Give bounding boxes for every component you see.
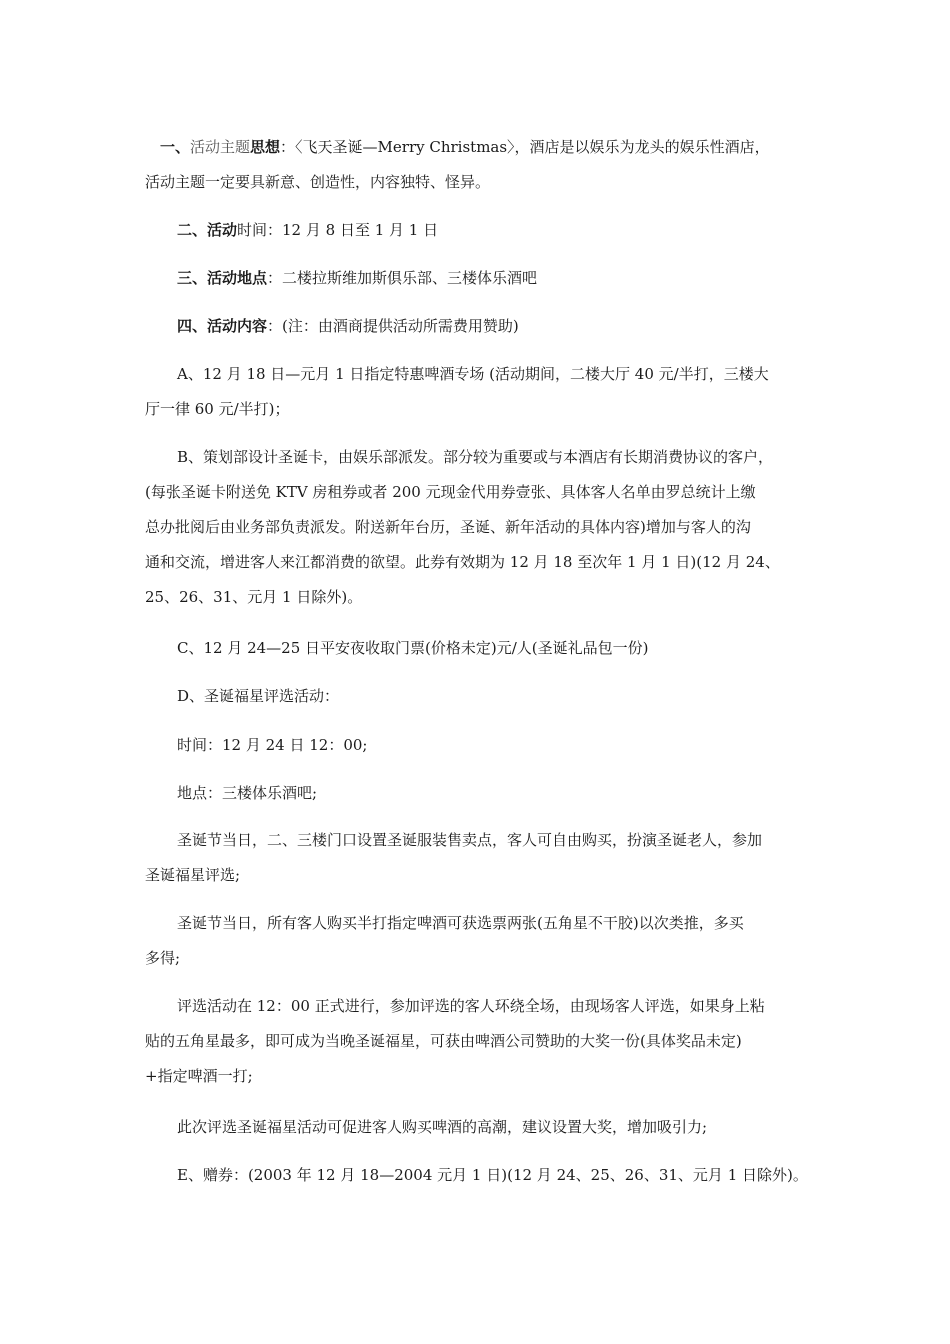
item-c: C、12 月 24—25 日平安夜收取门票(价格未定)元/人(圣诞礼品包一份) — [177, 639, 649, 657]
item-d-para-2-line-2: 多得; — [145, 949, 181, 967]
section-1-title: 活动主题 — [190, 138, 251, 156]
item-e: E、赠券：(2003 年 12 月 18—2004 元月 1 日)(12 月 24、25、26、31、元月 1 日除外)。 — [177, 1166, 808, 1184]
section-3 — [177, 268, 537, 288]
item-d-para-2-line-1: 圣诞节当日，所有客人购买半打指定啤酒可获选票两张(五角星不干胶)以次类推，多买 — [177, 914, 744, 932]
section-4 — [177, 316, 519, 336]
section-4-label: 四、活动内容 — [177, 317, 268, 335]
item-b-line-2: (每张圣诞卡附送免 KTV 房租券或者 200 元现金代用券壹张、具体客人名单由罗总统计上缴 — [145, 483, 756, 501]
section-2-label: 二、活动 — [177, 221, 238, 239]
section-4-text: ：(注：由酒商提供活动所需费用赞助) — [267, 317, 519, 335]
section-1-line-1 — [160, 137, 770, 157]
item-d-para-3-line-3: +指定啤酒一打; — [145, 1067, 253, 1085]
section-2 — [177, 220, 438, 240]
item-d-place: 地点：三楼体乐酒吧; — [177, 784, 318, 802]
item-a-line-1: A、12 月 18 日—元月 1 日指定特惠啤酒专场 (活动期间，二楼大厅 40 元/半打，三楼大 — [177, 365, 769, 383]
section-1-title-bold: 思想 — [250, 138, 281, 156]
item-b-line-3: 总办批阅后由业务部负责派发。附送新年台历，圣诞、新年活动的具体内容)增加与客人的沟 — [145, 518, 751, 536]
item-d-para-1-line-1: 圣诞节当日，二、三楼门口设置圣诞服装售卖点，客人可自由购买，扮演圣诞老人，参加 — [177, 831, 763, 849]
section-1-line-2: 活动主题一定要具新意、创造性，内容独特、怪异。 — [145, 173, 491, 191]
item-d-para-4: 此次评选圣诞福星活动可促进客人购买啤酒的高潮，建议设置大奖，增加吸引力; — [177, 1118, 708, 1136]
section-3-label: 三、活动地点 — [177, 269, 268, 287]
item-d-title: D、圣诞福星评选活动： — [177, 687, 340, 705]
item-d-para-3-line-1: 评选活动在 12：00 正式进行，参加评选的客人环绕全场，由现场客人评选，如果身上粘 — [177, 997, 765, 1015]
item-b-line-1: B、策划部设计圣诞卡，由娱乐部派发。部分较为重要或与本酒店有长期消费协议的客户， — [177, 448, 774, 466]
item-d-time: 时间：12 月 24 日 12：00; — [177, 736, 368, 754]
item-a-line-2: 厅一律 60 元/半打)； — [145, 400, 290, 418]
item-d-para-1-line-2: 圣诞福星评选; — [145, 866, 241, 884]
section-3-text: ：二楼拉斯维加斯俱乐部、三楼体乐酒吧 — [267, 269, 538, 287]
item-b-line-5: 25、26、31、元月 1 日除外)。 — [145, 588, 363, 606]
section-2-text: 时间：12 月 8 日至 1 月 1 日 — [237, 221, 439, 239]
section-1-number: 一、 — [160, 138, 191, 156]
item-b-line-4: 通和交流，增进客人来江都消费的欲望。此券有效期为 12 月 18 至次年 1 月 1 日)(12 月 24、 — [145, 553, 780, 571]
item-d-para-3-line-2: 贴的五角星最多，即可成为当晚圣诞福星，可获由啤酒公司赞助的大奖一份(具体奖品未定) — [145, 1032, 742, 1050]
section-1-text: ：〈飞天圣诞—Merry Christmas〉，酒店是以娱乐为龙头的娱乐性酒店， — [280, 138, 770, 156]
